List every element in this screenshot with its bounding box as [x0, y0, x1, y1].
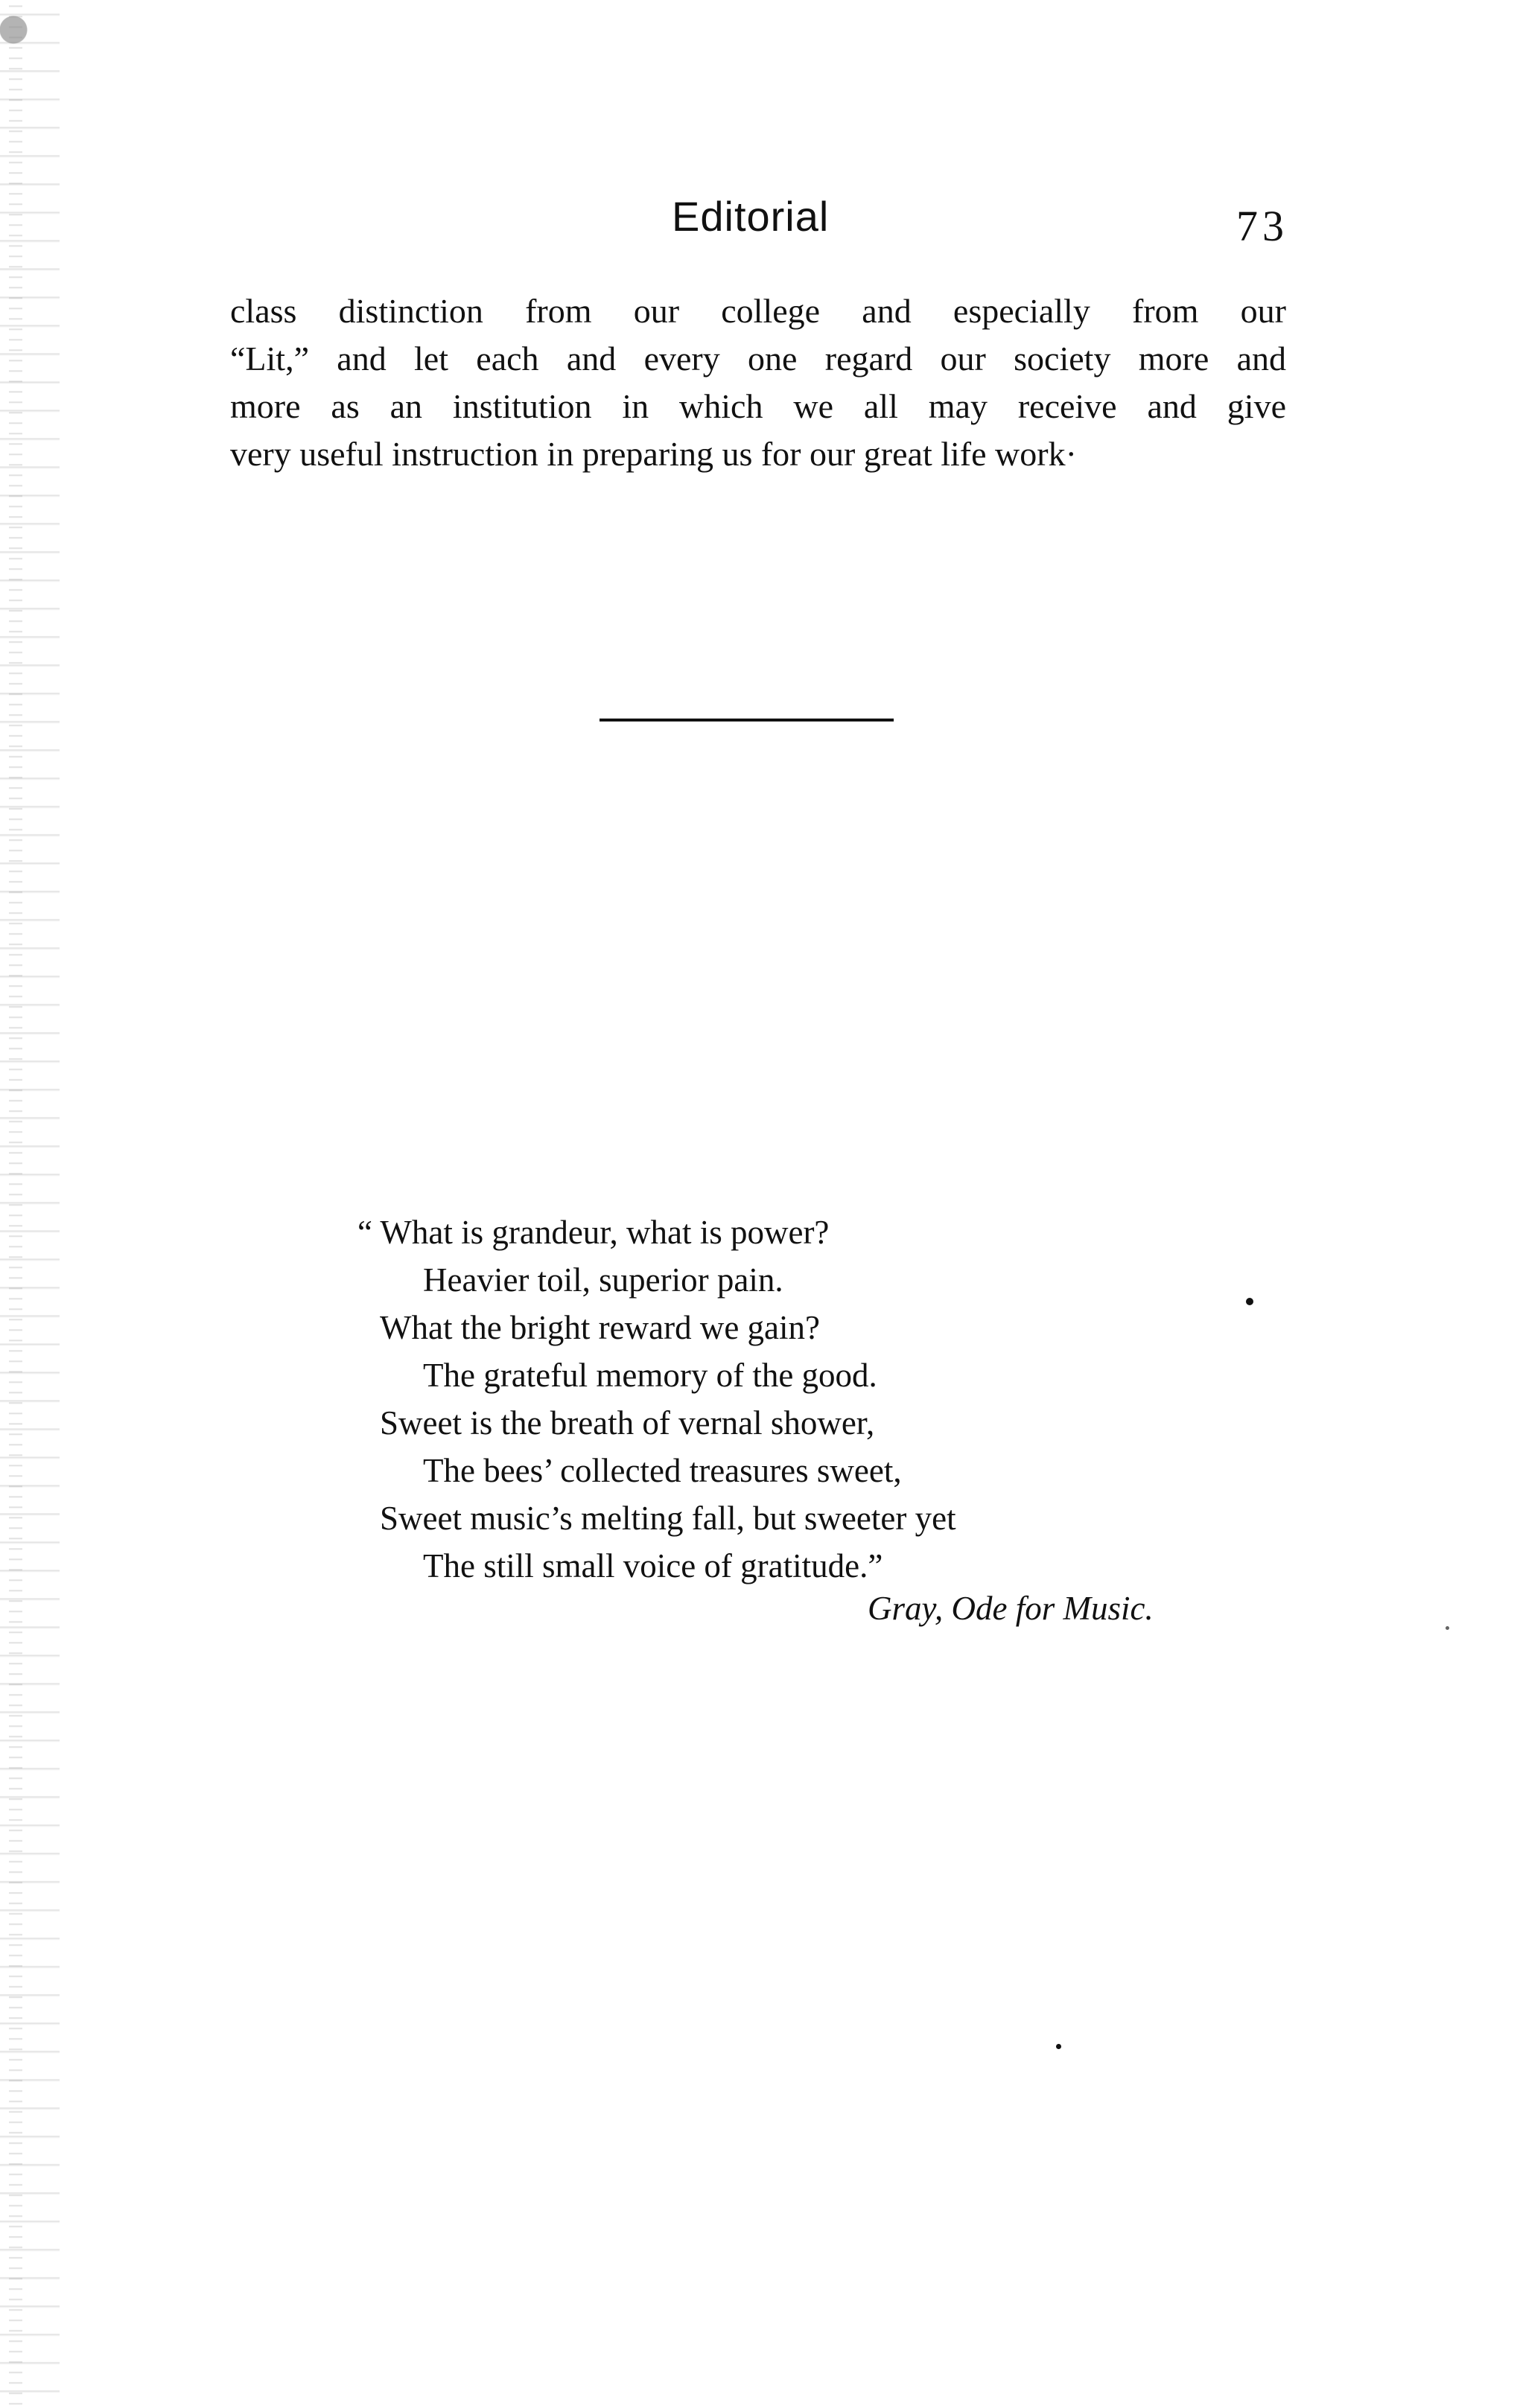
running-head: Editorial: [672, 193, 830, 240]
printing-speck: [1446, 1626, 1449, 1630]
poem-line: The bees’ collected treasures sweet,: [423, 1452, 902, 1489]
quoted-poem: [357, 1208, 1281, 1590]
poem-attribution: Gray, Ode for Music.: [868, 1590, 1154, 1627]
page-edge-shadow: [0, 0, 60, 2408]
paragraph-line: more as an institution in which we all may receive and give: [230, 387, 1286, 425]
editorial-paragraph: [230, 287, 1286, 478]
poem-line: What the bright reward we gain?: [380, 1309, 820, 1346]
paragraph-line: very useful instruction in preparing us for our great life work·: [230, 435, 1077, 473]
poem-line: The still small voice of gratitude.”: [423, 1547, 883, 1584]
printing-speck: [1246, 1298, 1253, 1305]
paragraph-line: class distinction from our college and especially from our: [230, 292, 1286, 330]
paragraph-line: “Lit,” and let each and every one regard our society more and: [230, 340, 1286, 378]
printing-speck: [1056, 2044, 1061, 2049]
page-number: 73: [1236, 202, 1288, 250]
poem-line: Heavier toil, superior pain.: [423, 1261, 783, 1299]
poem-line: Sweet is the breath of vernal shower,: [380, 1404, 875, 1442]
section-divider: [600, 719, 894, 722]
poem-line: The grateful memory of the good.: [423, 1357, 877, 1394]
poem-line: “ What is grandeur, what is power?: [357, 1214, 830, 1251]
poem-line: Sweet music’s melting fall, but sweeter yet: [380, 1500, 956, 1537]
